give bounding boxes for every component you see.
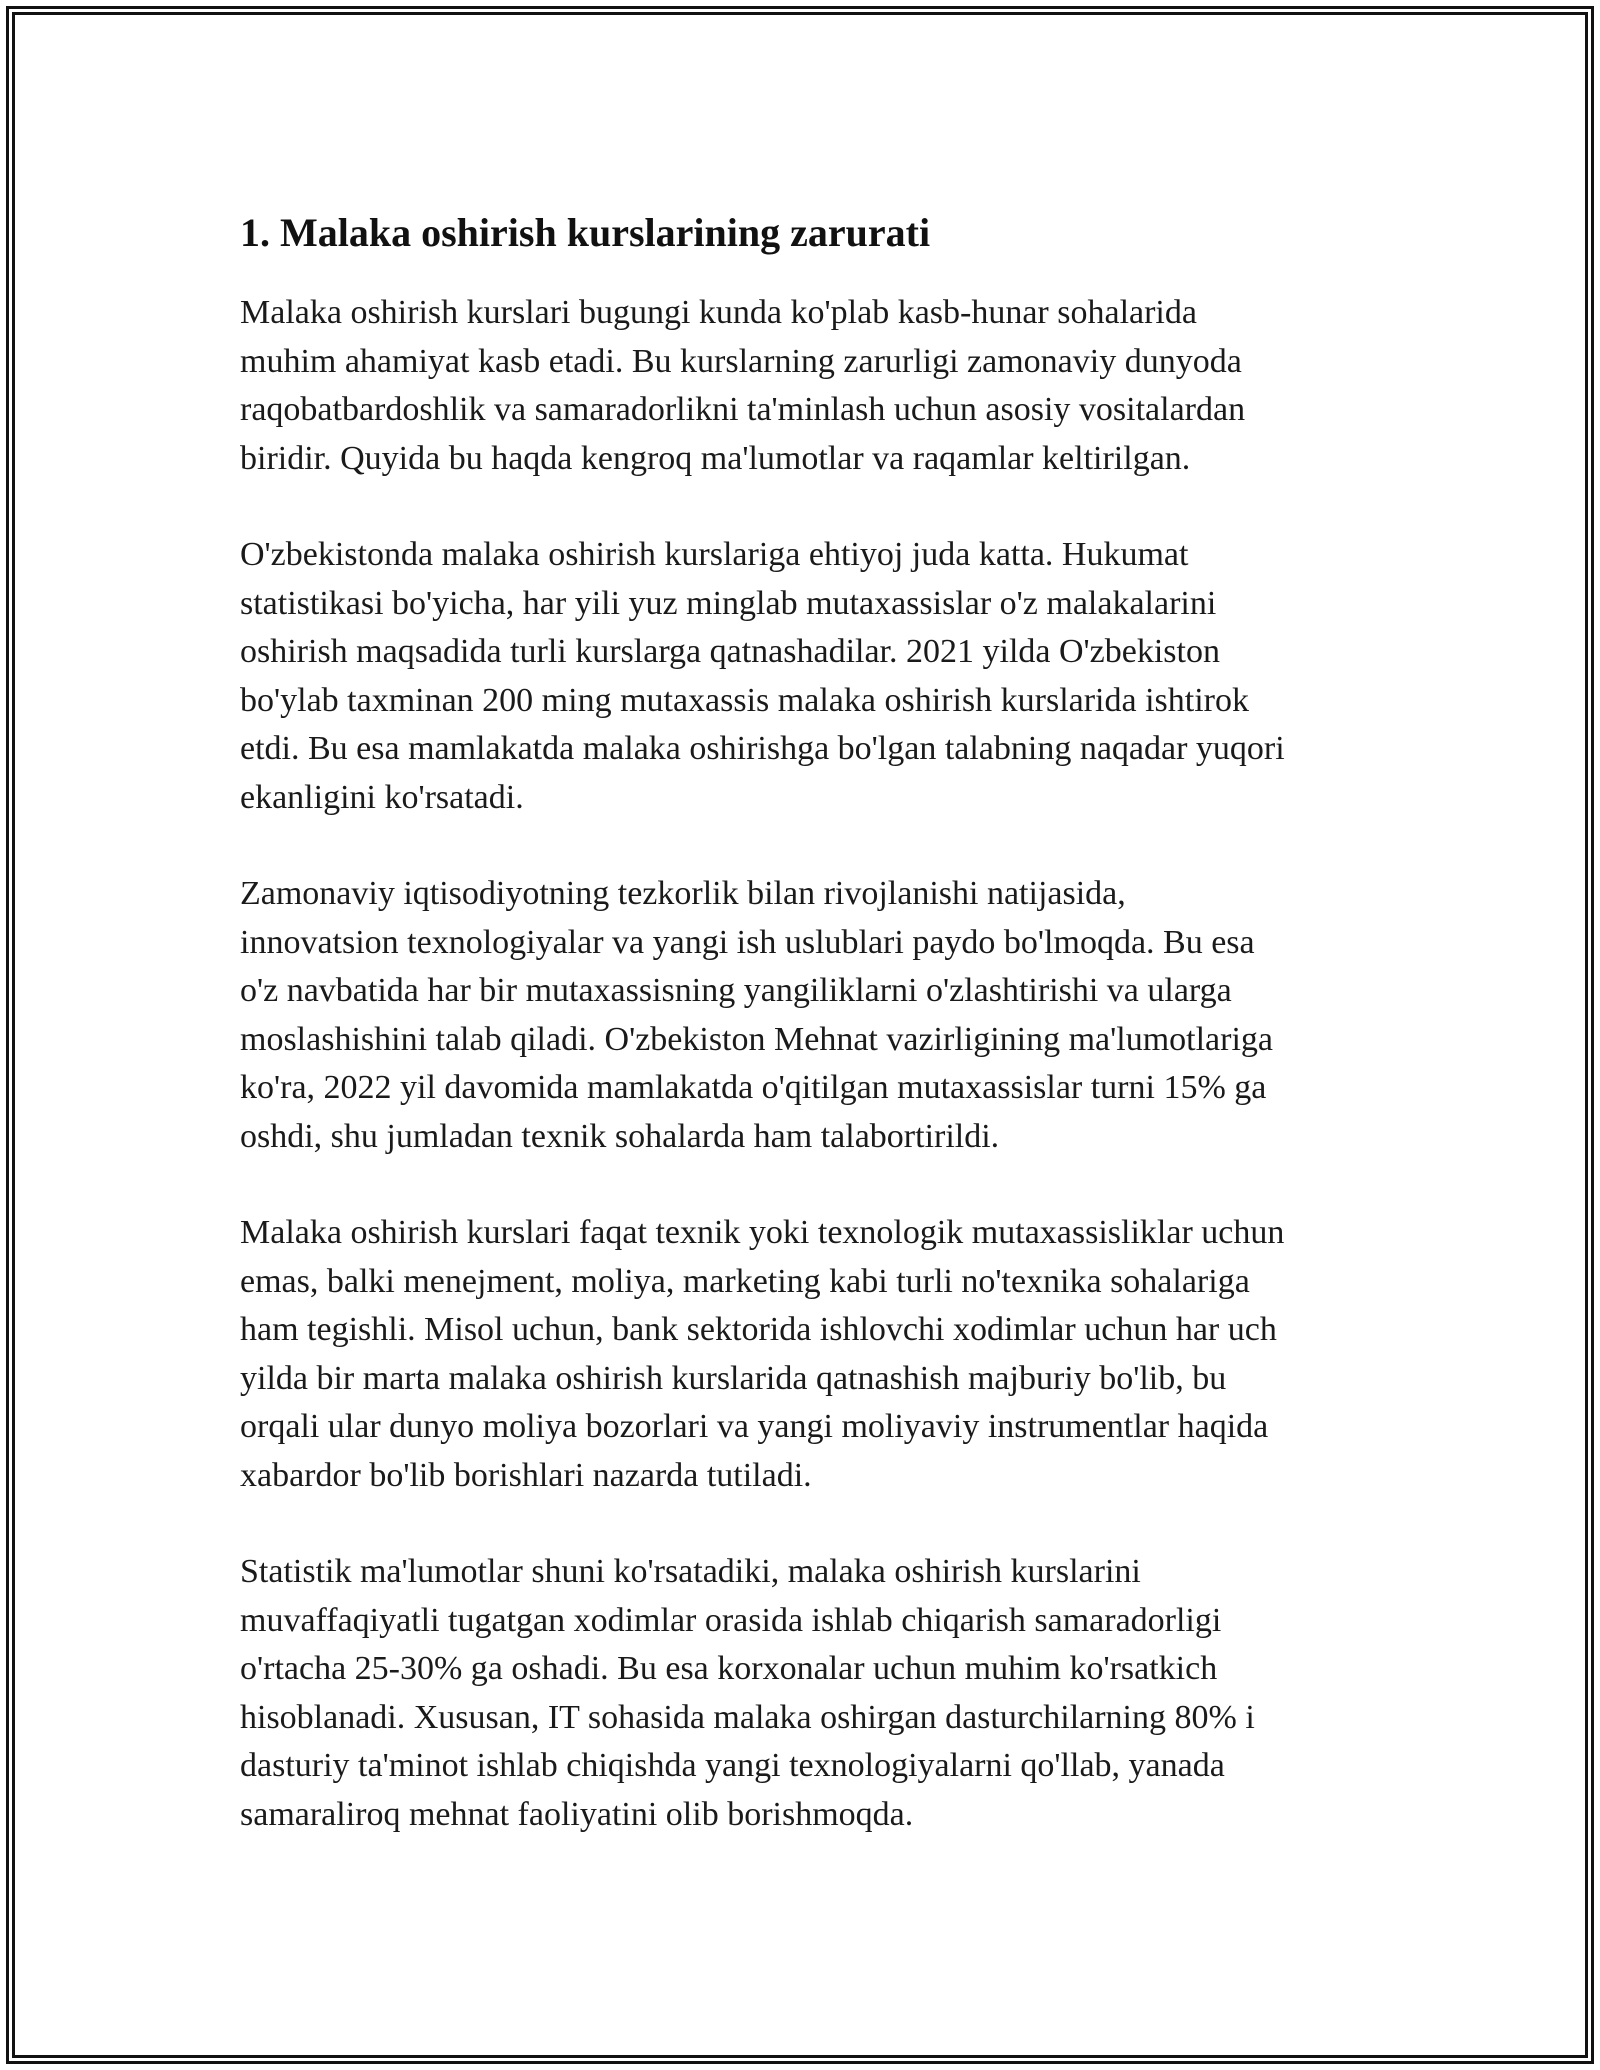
paragraph-line: samaraliroq mehnat faoliyatini olib borishmoqda. <box>240 1795 914 1833</box>
paragraph-line: Zamonaviy iqtisodiyotning tezkorlik bilan rivojlanishi natijasida, <box>240 875 1126 912</box>
paragraph-line: yilda bir marta malaka oshirish kurslarida qatnashish majburiy bo'lib, bu <box>240 1359 1227 1397</box>
paragraph-line: ekanligini ko'rsatadi. <box>240 778 524 816</box>
section-heading: 1. Malaka oshirish kurslarining zarurati <box>240 210 931 255</box>
paragraph-line: muvaffaqiyatli tugatgan xodimlar orasida ishlab chiqarish samaradorligi <box>240 1601 1222 1639</box>
paragraph-line: o'rtacha 25-30% ga oshadi. Bu esa korxonalar uchun muhim ko'rsatkich <box>240 1650 1218 1687</box>
paragraph-line: orqali ular dunyo moliya bozorlari va yangi moliyaviy instrumentlar haqida <box>240 1408 1269 1445</box>
paragraph-line: hisoblanadi. Xususan, IT sohasida malaka oshirgan dasturchilarning 80% i <box>240 1698 1255 1736</box>
paragraph-line: biridir. Quyida bu haqda kengroq ma'lumotlar va raqamlar keltirilgan. <box>240 439 1191 477</box>
document-body <box>240 195 1390 1887</box>
paragraph-line: bo'ylab taxminan 200 ming mutaxassis malaka oshirish kurslarida ishtirok <box>240 681 1249 719</box>
paragraph-line: oshdi, shu jumladan texnik sohalarda ham talabortirildi. <box>240 1117 1000 1155</box>
paragraph-line: raqobatbardoshlik va samaradorlikni ta'minlash uchun asosiy vositalardan <box>240 391 1246 428</box>
paragraph-5 <box>240 1548 1390 1839</box>
paragraph-line: etdi. Bu esa mamlakatda malaka oshirishga bo'lgan talabning naqadar yuqori <box>240 730 1285 767</box>
paragraph-line: xabardor bo'lib borishlari nazarda tutiladi. <box>240 1456 812 1494</box>
paragraph-line: emas, balki menejment, moliya, marketing kabi turli no'texnika sohalariga <box>240 1262 1250 1300</box>
paragraph-line: Malaka oshirish kurslari faqat texnik yoki texnologik mutaxassisliklar uchun <box>240 1214 1285 1251</box>
paragraph-line: dasturiy ta'minot ishlab chiqishda yangi texnologiyalarni qo'llab, yanada <box>240 1747 1225 1784</box>
paragraph-line: moslashishini talab qiladi. O'zbekiston Mehnat vazirligining ma'lumotlariga <box>240 1020 1273 1058</box>
paragraph-line: O'zbekistonda malaka oshirish kurslariga ehtiyoj juda katta. Hukumat <box>240 536 1189 573</box>
paragraph-line: Malaka oshirish kurslari bugungi kunda ko'plab kasb-hunar sohalarida <box>240 294 1197 331</box>
paragraph-line: o'z navbatida har bir mutaxassisning yangiliklarni o'zlashtirishi va ularga <box>240 972 1232 1009</box>
paragraph-line: Statistik ma'lumotlar shuni ko'rsatadiki, malaka oshirish kurslarini <box>240 1553 1141 1590</box>
paragraph-line: oshirish maqsadida turli kurslarga qatnashadilar. 2021 yilda O'zbekiston <box>240 633 1220 670</box>
paragraph-4 <box>240 1209 1390 1500</box>
paragraph-line: innovatsion texnologiyalar va yangi ish uslublari paydo bo'lmoqda. Bu esa <box>240 923 1255 961</box>
paragraph-3 <box>240 870 1390 1161</box>
paragraph-line: ham tegishli. Misol uchun, bank sektorida ishlovchi xodimlar uchun har uch <box>240 1311 1277 1348</box>
paragraph-2 <box>240 531 1390 822</box>
paragraph-line: muhim ahamiyat kasb etadi. Bu kurslarning zarurligi zamonaviy dunyoda <box>240 342 1242 380</box>
paragraph-line: statistikasi bo'yicha, har yili yuz minglab mutaxassislar o'z malakalarini <box>240 584 1217 622</box>
paragraph-line: ko'ra, 2022 yil davomida mamlakatda o'qitilgan mutaxassislar turni 15% ga <box>240 1069 1267 1106</box>
page-inner-border <box>12 12 1588 2058</box>
page-border <box>6 6 1594 2064</box>
paragraph-1 <box>240 289 1390 483</box>
